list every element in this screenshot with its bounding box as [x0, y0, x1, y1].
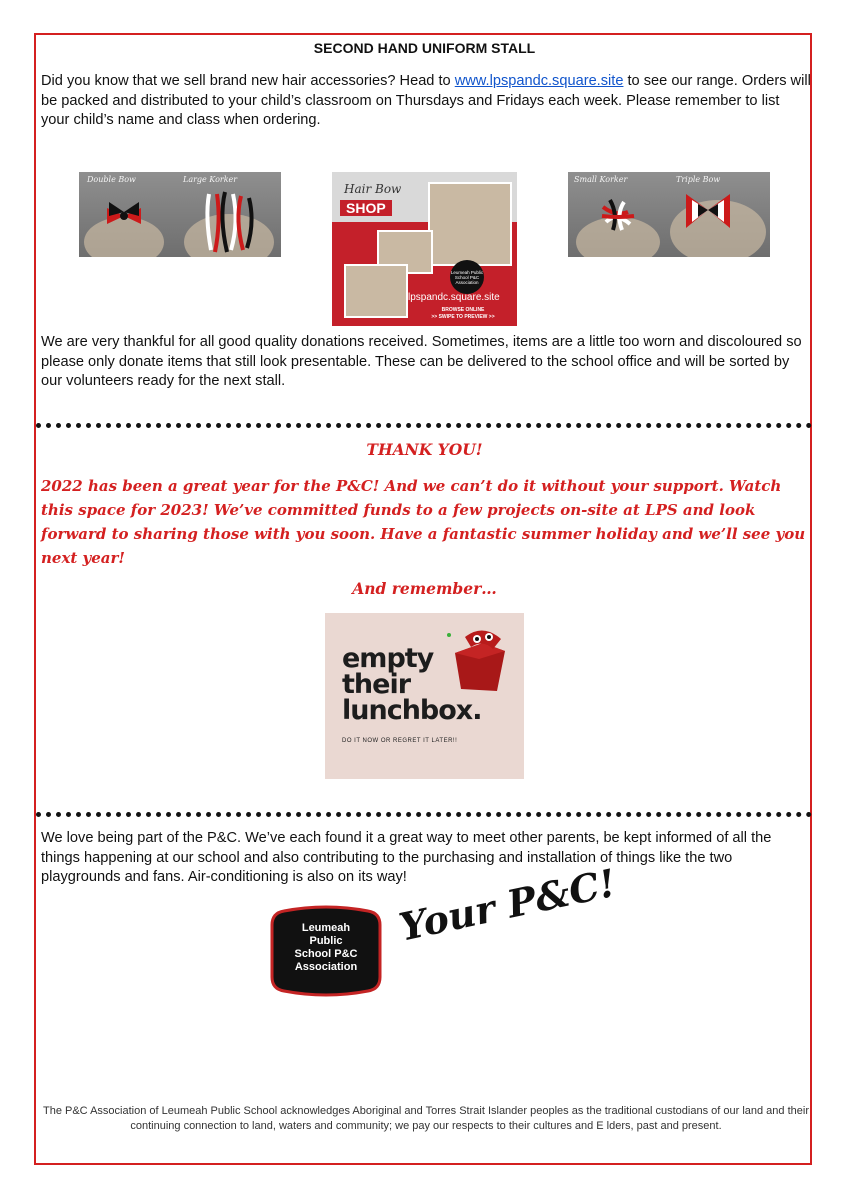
shop-seal: Leumeah Public School P&C Association [450, 260, 484, 294]
shop-photo-main [428, 182, 512, 266]
thank-you-message: 2022 has been a great year for the P&C! And we can’t do it without your support. Watch this space for 2023! We’ve committed funds to a few projects on-site at LPS and look forward to sharing those with you soon. Have a fantastic summer holiday and we’ll see you next year! [41, 477, 806, 567]
shop-word: SHOP [340, 200, 392, 216]
and-remember-text: And remember… [352, 579, 497, 598]
uniform-stall-title: SECOND HAND UNIFORM STALL [313, 40, 536, 56]
caption-large-korker: Large Korker [183, 175, 238, 184]
bows-illustration-left [79, 172, 281, 257]
bows-photo-left [79, 172, 281, 257]
your-pc-signature: Your P&C! [395, 859, 620, 950]
uniform-intro [41, 72, 811, 131]
bows-photo-right [568, 172, 770, 257]
hair-bow-shop-graphic [332, 172, 517, 326]
shop-url: lpspandc.square.site [408, 292, 500, 303]
lunchbox-line-2: their [342, 669, 411, 700]
intro-text-start: Did you know that we sell brand new hair accessories? Head to [41, 73, 455, 89]
badge-line-3: School P&C [294, 948, 358, 960]
empty-lunchbox-graphic [325, 613, 524, 779]
badge-text [270, 922, 382, 974]
badge-line-2: Public [309, 935, 343, 947]
dotted-divider-top [36, 423, 812, 428]
badge-line-1: Leumeah [301, 922, 351, 934]
intro-text-end: to see our range. Orders will be packed and distributed to your child’s classroom on Thursdays and Fridays each week. Please remember to list your child’s name and class when ordering. [41, 73, 811, 128]
lunchbox-line-1: empty [342, 643, 434, 674]
thank-you-title: THANK YOU! [366, 440, 483, 459]
bows-illustration-right [568, 172, 770, 257]
shop-script-text: Hair Bow [344, 182, 402, 196]
lunchbox-monster-icon [443, 625, 513, 695]
lunchbox-line-3: lunchbox. [342, 695, 482, 726]
pc-association-badge [270, 905, 382, 997]
pc-paragraph: We love being part of the P&C. We’ve each found it a great way to meet other parents, be kept informed of all the things happening at our school and also contributing to the purchasing and installation of things like the two playgrounds and fans. Air-conditioning is also on its way! [41, 830, 772, 885]
caption-small-korker: Small Korker [574, 175, 628, 184]
caption-triple-bow: Triple Bow [676, 175, 721, 184]
donations-paragraph: We are very thankful for all good quality donations received. Sometimes, items are a little too worn and discoloured so please only donate items that still look presentable. These can be delivered to the school office and will be sorted by our volunteers ready for the next stall. [41, 334, 802, 389]
shop-link[interactable]: www.lpspandc.square.site [454, 73, 624, 89]
shop-photo-bottom [344, 264, 408, 318]
lunchbox-tagline: DO IT NOW OR REGRET IT LATER!! [342, 738, 458, 744]
dotted-divider-bottom [36, 812, 812, 817]
caption-double-bow: Double Bow [87, 175, 136, 184]
badge-line-4: Association [294, 961, 358, 973]
shop-cta-swipe: >> SWIPE TO PREVIEW >> [431, 314, 495, 320]
shop-cta-browse: BROWSE ONLINE [441, 307, 485, 313]
acknowledgement-footer: The P&C Association of Leumeah Public School acknowledges Aboriginal and Torres Strait Islander peoples as the traditional custodians of our land and their continuing connection to land, waters and community; we pay our respects to their cultures and E lders, past and present. [43, 1105, 809, 1132]
